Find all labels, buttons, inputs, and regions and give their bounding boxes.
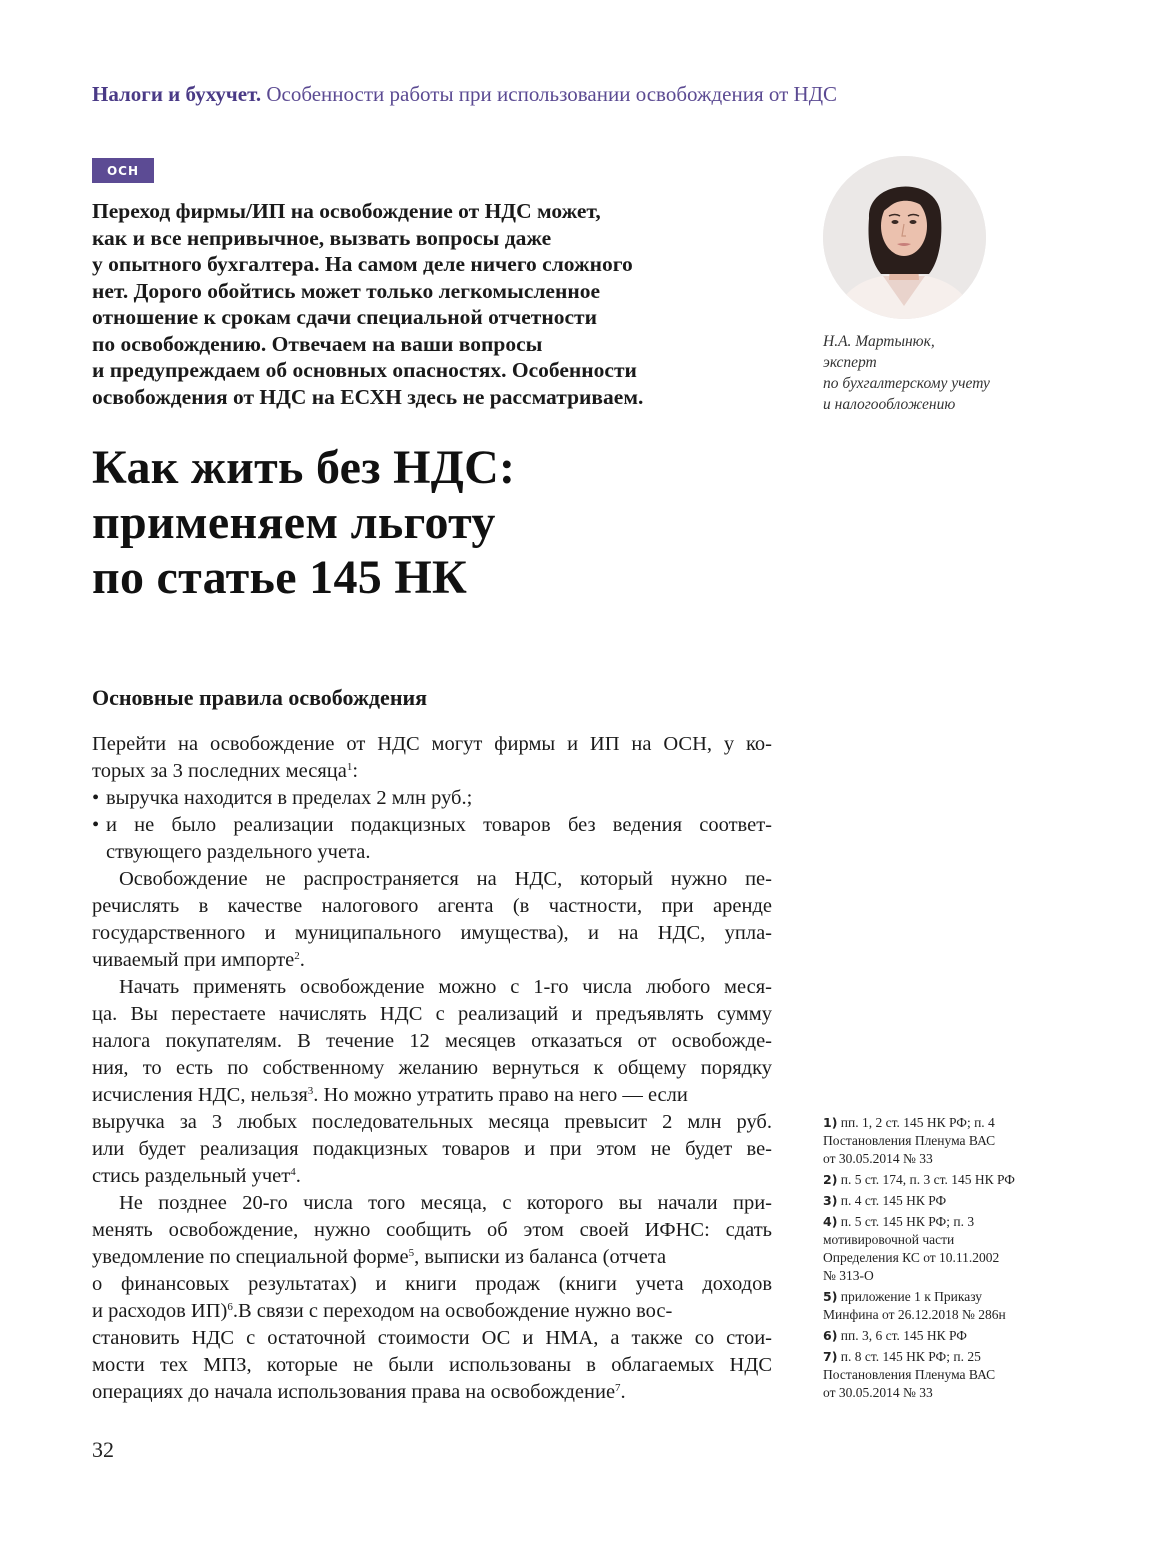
lead-line: у опытного бухгалтера. На самом деле ничего сложного xyxy=(92,252,633,276)
body-line: уведомление по специальной форме$^5$, выписки из баланса (отчета xyxy=(92,1246,667,1268)
header-topic: Особенности работы при использовании освобождения от НДС xyxy=(266,82,838,106)
body-line: стись раздельный учет$^4$. xyxy=(92,1165,301,1187)
body-line: становить НДС с остаточной стоимости ОС и НМА, а также со стои- xyxy=(92,1327,772,1349)
author-role-line: эксперт xyxy=(823,354,877,371)
footnote-ref: 7 xyxy=(615,1382,621,1394)
body-line: ца. Вы перестаете начислять НДС с реализаций и предъявлять сумму xyxy=(92,1003,772,1025)
article-body xyxy=(92,731,772,1406)
header-section: Налоги и бухучет. xyxy=(92,82,262,106)
lead-line: отношение к срокам сдачи специальной отчетности xyxy=(92,305,597,329)
bullet-continuation: ствующего раздельного учета. xyxy=(106,841,371,863)
footnote-item: 7) п. 8 ст. 145 НК РФ; п. 25 Постановления Пленума ВАС от 30.05.2014 № 33 xyxy=(823,1349,996,1400)
bullet-item: • и не было реализации подакцизных товаров без ведения соответ- xyxy=(92,812,772,839)
footnote-item: 5) приложение 1 к Приказу Минфина от 26.12.2018 № 286н xyxy=(823,1289,1006,1322)
author-caption xyxy=(823,331,990,415)
body-line: налога покупателям. В течение 12 месяцев отказаться от освобожде- xyxy=(92,1030,772,1052)
footnote-item: 3) п. 4 ст. 145 НК РФ xyxy=(823,1193,947,1208)
author-name: Н.А. Мартынюк, xyxy=(823,333,935,350)
footnote-ref: 3 xyxy=(307,1085,314,1097)
lead-line: и предупреждаем об основных опасностях. Особенности xyxy=(92,358,637,382)
footnote-item: 2) п. 5 ст. 174, п. 3 ст. 145 НК РФ xyxy=(823,1172,1015,1187)
body-line: мости тех МПЗ, которые не были использованы в облагаемых НДС xyxy=(92,1354,772,1376)
footnote-number: 2) xyxy=(823,1172,838,1187)
page-number: 32 xyxy=(92,1437,114,1462)
lead-line: Переход фирмы/ИП на освобождение от НДС может, xyxy=(92,199,601,223)
body-line: Не позднее 20-го числа того месяца, с которого вы начали при- xyxy=(119,1192,772,1214)
title-line: по статье 145 НК xyxy=(92,551,468,604)
body-line: государственного и муниципального имущества), и на НДС, упла- xyxy=(92,922,772,944)
footnote-item: 1) пп. 1, 2 ст. 145 НК РФ; п. 4 Постановления Пленума ВАС от 30.05.2014 № 33 xyxy=(823,1115,996,1166)
footnote-number: 1) xyxy=(823,1115,838,1130)
body-line: менять освобождение, нужно сообщить об этом своей ИФНС: сдать xyxy=(92,1219,772,1241)
section-badge: ОСН xyxy=(92,158,154,183)
bullet-item: • выручка находится в пределах 2 млн руб.; xyxy=(92,785,772,812)
lead-line: освобождения от НДС на ЕСХН здесь не рассматриваем. xyxy=(92,384,644,409)
footnotes xyxy=(823,1114,1123,1405)
author-role-line: по бухгалтерскому учету xyxy=(823,375,990,392)
title-line: Как жить без НДС: xyxy=(92,441,516,494)
section-subheading: Основные правила освобождения xyxy=(92,685,428,710)
body-line: чиваемый при импорте$^2$. xyxy=(92,949,305,971)
body-line: Перейти на освобождение от НДС могут фирмы и ИП на ОСН, у ко- xyxy=(92,733,772,755)
footnote-ref: 4 xyxy=(290,1166,296,1178)
body-line: о финансовых результатах) и книги продаж (книги учета доходов xyxy=(92,1273,772,1295)
footnote-number: 3) xyxy=(823,1193,838,1208)
lead-line: как и все непривычное, вызвать вопросы даже xyxy=(92,225,552,250)
lead-line: по освобождению. Отвечаем на ваши вопросы xyxy=(92,331,543,356)
footnote-number: 5) xyxy=(823,1289,838,1304)
title-line: применяем льготу xyxy=(92,496,496,549)
footnote-number: 7) xyxy=(823,1349,838,1364)
body-line: или будет реализация подакцизных товаров и при этом не будет ве- xyxy=(92,1138,772,1160)
footnote-number: 4) xyxy=(823,1214,838,1229)
body-line: Освобождение не распространяется на НДС, который нужно пе- xyxy=(119,868,772,890)
running-header xyxy=(92,82,837,107)
footnote-item: 6) пп. 3, 6 ст. 145 НК РФ xyxy=(823,1328,967,1343)
body-line: выручка за 3 любых последовательных месяца превысит 2 млн руб. xyxy=(92,1111,772,1133)
author-portrait-image xyxy=(823,156,986,319)
lead-line: нет. Дорого обойтись может только легкомысленное xyxy=(92,278,601,303)
body-line: исчисления НДС, нельзя$^3$. Но можно утратить право на него — если xyxy=(92,1084,688,1106)
footnote-ref: 1 xyxy=(346,761,353,773)
footnote-ref: 5 xyxy=(408,1247,415,1259)
author-role-line: и налогообложению xyxy=(823,396,956,413)
body-line: Начать применять освобождение можно с 1-го числа любого меся- xyxy=(119,976,772,998)
footnote-ref: 6 xyxy=(227,1301,233,1313)
footnote-ref: 2 xyxy=(294,950,300,962)
lead-paragraph xyxy=(92,198,792,410)
footnote-number: 6) xyxy=(823,1328,838,1343)
body-line: и расходов ИП)$^6$.В связи с переходом на освобождение нужно вос- xyxy=(92,1300,673,1322)
author-photo xyxy=(823,156,986,319)
footnote-item: 4) п. 5 ст. 145 НК РФ; п. 3 мотивировочной части Определения КС от 10.11.2002 № 313-О xyxy=(823,1214,1000,1283)
body-line: торых за 3 последних месяца$^1$: xyxy=(92,760,359,782)
body-line: ния, то есть по собственному желанию вернуться к общему порядку xyxy=(92,1057,772,1079)
article-title xyxy=(92,440,515,605)
body-line: речислять в качестве налогового агента (в частности, при аренде xyxy=(92,895,772,917)
body-line: операциях до начала использования права на освобождение$^7$. xyxy=(92,1381,626,1403)
